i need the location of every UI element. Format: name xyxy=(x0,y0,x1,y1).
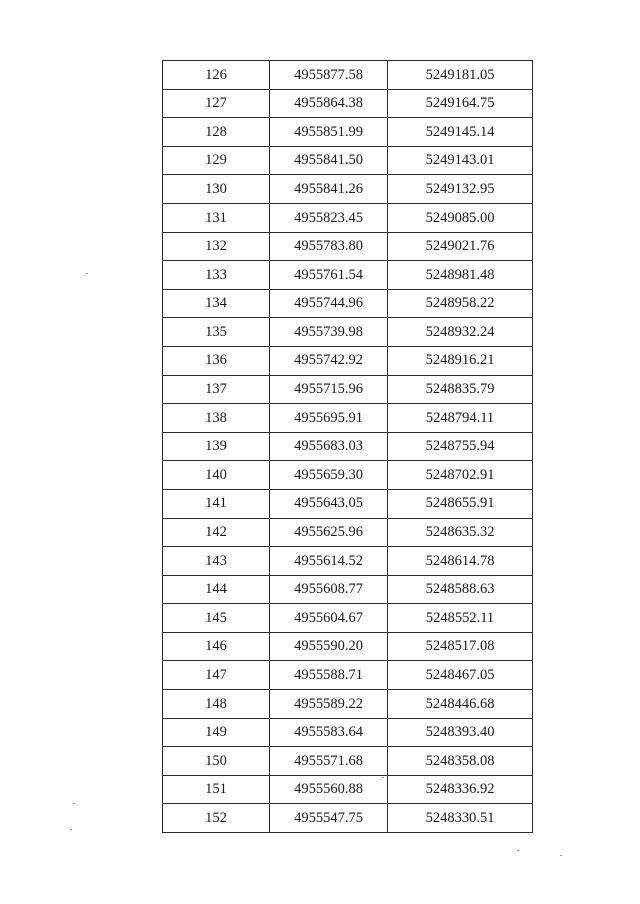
x-coordinate-cell: 4955739.98 xyxy=(270,318,388,347)
x-coordinate-cell: 4955588.71 xyxy=(270,661,388,690)
x-coordinate-cell: 4955864.38 xyxy=(270,89,388,118)
y-coordinate-cell: 5248794.11 xyxy=(388,404,533,433)
x-coordinate-cell: 4955659.30 xyxy=(270,461,388,490)
table-row xyxy=(163,203,533,232)
scan-speck xyxy=(382,777,384,778)
table-row xyxy=(163,604,533,633)
table-row xyxy=(163,690,533,719)
table-row xyxy=(163,575,533,604)
y-coordinate-cell: 5248958.22 xyxy=(388,289,533,318)
y-coordinate-cell: 5248981.48 xyxy=(388,261,533,290)
table-row xyxy=(163,432,533,461)
table-row xyxy=(163,775,533,804)
table-row xyxy=(163,175,533,204)
x-coordinate-cell: 4955560.88 xyxy=(270,775,388,804)
x-coordinate-cell: 4955742.92 xyxy=(270,346,388,375)
x-coordinate-cell: 4955589.22 xyxy=(270,690,388,719)
point-number-cell: 147 xyxy=(163,661,270,690)
table-row xyxy=(163,804,533,833)
point-number-cell: 132 xyxy=(163,232,270,261)
scan-speck xyxy=(560,855,562,856)
x-coordinate-cell: 4955608.77 xyxy=(270,575,388,604)
table-row xyxy=(163,346,533,375)
point-number-cell: 127 xyxy=(163,89,270,118)
point-number-cell: 126 xyxy=(163,61,270,90)
table-row xyxy=(163,661,533,690)
point-number-cell: 150 xyxy=(163,747,270,776)
x-coordinate-cell: 4955683.03 xyxy=(270,432,388,461)
point-number-cell: 138 xyxy=(163,404,270,433)
y-coordinate-cell: 5248588.63 xyxy=(388,575,533,604)
y-coordinate-cell: 5248916.21 xyxy=(388,346,533,375)
y-coordinate-cell: 5248755.94 xyxy=(388,432,533,461)
coordinates-table xyxy=(162,60,533,833)
table-row xyxy=(163,261,533,290)
table-row xyxy=(163,375,533,404)
table-row xyxy=(163,489,533,518)
scan-speck xyxy=(73,803,75,804)
y-coordinate-cell: 5248552.11 xyxy=(388,604,533,633)
y-coordinate-cell: 5248614.78 xyxy=(388,547,533,576)
x-coordinate-cell: 4955851.99 xyxy=(270,118,388,147)
y-coordinate-cell: 5249143.01 xyxy=(388,146,533,175)
point-number-cell: 133 xyxy=(163,261,270,290)
y-coordinate-cell: 5249145.14 xyxy=(388,118,533,147)
y-coordinate-cell: 5249132.95 xyxy=(388,175,533,204)
point-number-cell: 145 xyxy=(163,604,270,633)
table-row xyxy=(163,289,533,318)
x-coordinate-cell: 4955877.58 xyxy=(270,61,388,90)
y-coordinate-cell: 5249164.75 xyxy=(388,89,533,118)
table-row xyxy=(163,404,533,433)
y-coordinate-cell: 5248635.32 xyxy=(388,518,533,547)
y-coordinate-cell: 5248467.05 xyxy=(388,661,533,690)
table-row xyxy=(163,518,533,547)
point-number-cell: 151 xyxy=(163,775,270,804)
point-number-cell: 131 xyxy=(163,203,270,232)
x-coordinate-cell: 4955604.67 xyxy=(270,604,388,633)
x-coordinate-cell: 4955590.20 xyxy=(270,632,388,661)
y-coordinate-cell: 5248835.79 xyxy=(388,375,533,404)
point-number-cell: 149 xyxy=(163,718,270,747)
y-coordinate-cell: 5249181.05 xyxy=(388,61,533,90)
x-coordinate-cell: 4955744.96 xyxy=(270,289,388,318)
point-number-cell: 139 xyxy=(163,432,270,461)
point-number-cell: 143 xyxy=(163,547,270,576)
x-coordinate-cell: 4955761.54 xyxy=(270,261,388,290)
table-row xyxy=(163,61,533,90)
point-number-cell: 134 xyxy=(163,289,270,318)
table-row xyxy=(163,118,533,147)
scan-speck xyxy=(70,829,72,830)
y-coordinate-cell: 5248330.51 xyxy=(388,804,533,833)
table-row xyxy=(163,89,533,118)
y-coordinate-cell: 5248336.92 xyxy=(388,775,533,804)
y-coordinate-cell: 5249021.76 xyxy=(388,232,533,261)
coordinates-table-body xyxy=(163,61,533,833)
y-coordinate-cell: 5248655.91 xyxy=(388,489,533,518)
x-coordinate-cell: 4955643.05 xyxy=(270,489,388,518)
point-number-cell: 129 xyxy=(163,146,270,175)
table-row xyxy=(163,318,533,347)
point-number-cell: 146 xyxy=(163,632,270,661)
point-number-cell: 148 xyxy=(163,690,270,719)
table-row xyxy=(163,232,533,261)
x-coordinate-cell: 4955547.75 xyxy=(270,804,388,833)
x-coordinate-cell: 4955715.96 xyxy=(270,375,388,404)
table-row xyxy=(163,747,533,776)
table-row xyxy=(163,547,533,576)
point-number-cell: 137 xyxy=(163,375,270,404)
table-row xyxy=(163,461,533,490)
y-coordinate-cell: 5249085.00 xyxy=(388,203,533,232)
x-coordinate-cell: 4955783.80 xyxy=(270,232,388,261)
point-number-cell: 128 xyxy=(163,118,270,147)
y-coordinate-cell: 5248932.24 xyxy=(388,318,533,347)
x-coordinate-cell: 4955823.45 xyxy=(270,203,388,232)
scan-speck xyxy=(517,850,519,851)
point-number-cell: 141 xyxy=(163,489,270,518)
point-number-cell: 140 xyxy=(163,461,270,490)
x-coordinate-cell: 4955841.50 xyxy=(270,146,388,175)
y-coordinate-cell: 5248358.08 xyxy=(388,747,533,776)
point-number-cell: 144 xyxy=(163,575,270,604)
table-row xyxy=(163,632,533,661)
point-number-cell: 152 xyxy=(163,804,270,833)
scan-speck xyxy=(86,273,88,274)
point-number-cell: 135 xyxy=(163,318,270,347)
table-row xyxy=(163,146,533,175)
point-number-cell: 142 xyxy=(163,518,270,547)
table-row xyxy=(163,718,533,747)
point-number-cell: 130 xyxy=(163,175,270,204)
point-number-cell: 136 xyxy=(163,346,270,375)
x-coordinate-cell: 4955841.26 xyxy=(270,175,388,204)
x-coordinate-cell: 4955695.91 xyxy=(270,404,388,433)
x-coordinate-cell: 4955625.96 xyxy=(270,518,388,547)
y-coordinate-cell: 5248446.68 xyxy=(388,690,533,719)
y-coordinate-cell: 5248517.08 xyxy=(388,632,533,661)
y-coordinate-cell: 5248702.91 xyxy=(388,461,533,490)
x-coordinate-cell: 4955583.64 xyxy=(270,718,388,747)
x-coordinate-cell: 4955614.52 xyxy=(270,547,388,576)
x-coordinate-cell: 4955571.68 xyxy=(270,747,388,776)
y-coordinate-cell: 5248393.40 xyxy=(388,718,533,747)
